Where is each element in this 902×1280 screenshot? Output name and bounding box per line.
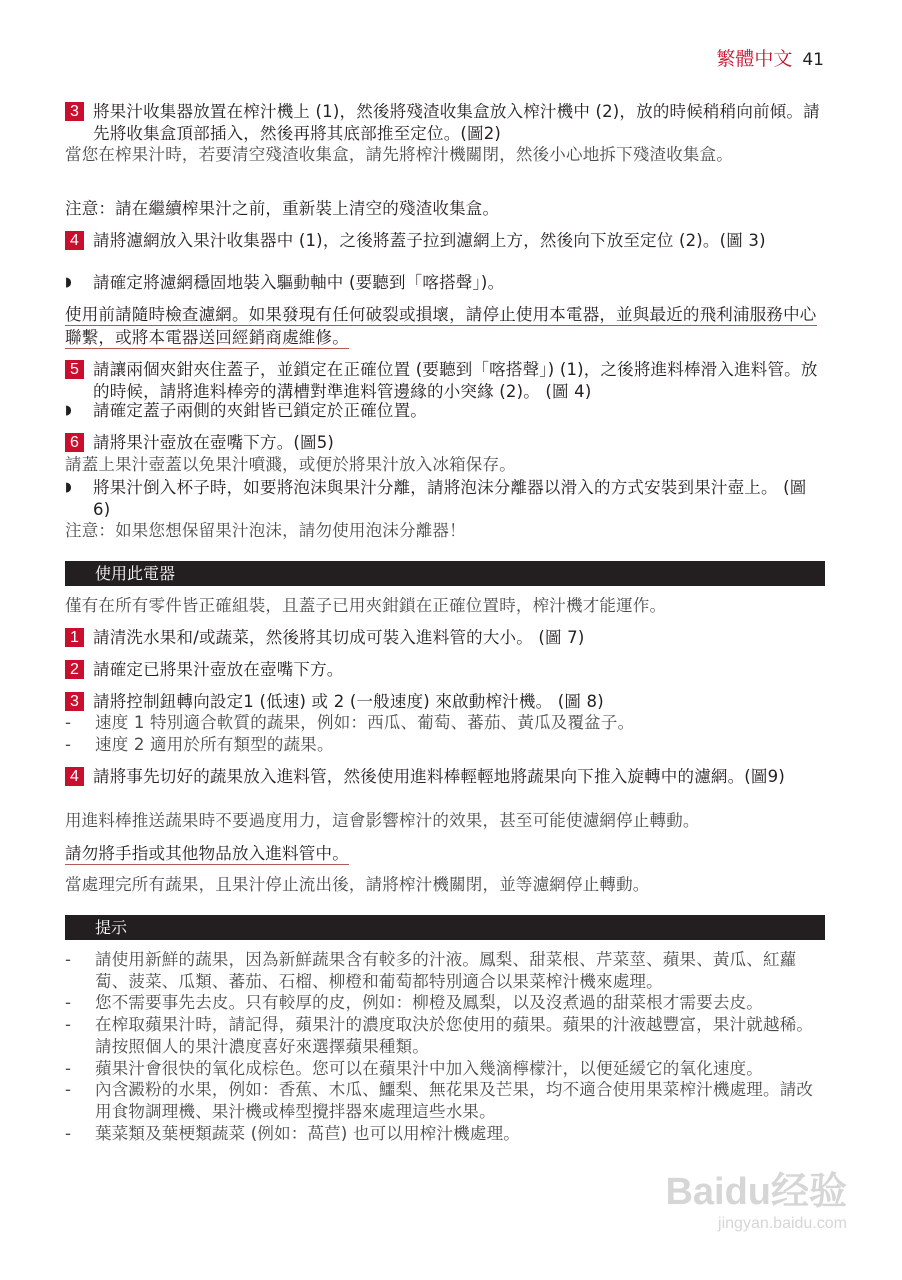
section-title: 提示	[95, 918, 128, 937]
note: 注意：如果您想保留果汁泡沫，請勿使用泡沫分離器！	[65, 521, 466, 540]
step-text: 請確定已將果汁壺放在壺嘴下方。	[93, 660, 344, 679]
step-number: 4	[65, 767, 84, 786]
list-text: 速度 2 適用於所有類型的蔬果。	[95, 734, 334, 754]
usage-step-1	[65, 627, 825, 649]
assembly-step-6	[65, 432, 825, 454]
watermark-brand: Baidu经验	[665, 1171, 847, 1213]
assembly-step-5	[65, 359, 825, 402]
usage-step-4	[65, 766, 825, 788]
list-text: 速度 1 特別適合軟質的蔬果，例如：西瓜、葡萄、蕃茄、黃瓜及覆盆子。	[95, 713, 635, 732]
list-item: - 內含澱粉的水果，例如：香蕉、木瓜、鱷梨、無花果及芒果，均不適合使用果菜榨汁機處理。請改用食物調理機、果汁機或棒型攪拌器來處理這些水果。	[65, 1079, 825, 1122]
watermark-url: jingyan.baidu.com	[718, 1215, 847, 1232]
step-text: 請將控制鈕轉向設定1 (低速) 或 2 (一般速度) 來啟動榨汁機。 (圖 8)	[93, 692, 604, 711]
step-text: 請將濾網放入果汁收集器中 (1)，之後將蓋子拉到濾網上方，然後向下放至定位 (2)。(圖 3)	[93, 231, 766, 250]
paragraph: 當您在榨果汁時，若要清空殘渣收集盒，請先將榨汁機關閉，然後小心地拆下殘渣收集盒。	[65, 145, 733, 164]
page-number: 41	[802, 50, 824, 70]
step-number: 5	[65, 360, 84, 379]
paragraph: 僅有在所有零件皆正確組裝，且蓋子已用夾鉗鎖在正確位置時，榨汁機才能運作。	[65, 596, 667, 615]
list-text: 在榨取蘋果汁時，請記得，蘋果汁的濃度取決於您使用的蘋果。蘋果的汁液越豐富，果汁就越稀。請按照個人的果汁濃度喜好來選擇蘋果種類。	[95, 1015, 814, 1056]
bullet-text: 將果汁倒入杯子時，如要將泡沫與果汁分離，請將泡沫分離器以滑入的方式安裝到果汁壺上。 (圖 6)	[93, 478, 807, 519]
list-item: - 請使用新鮮的蔬果，因為新鮮蔬果含有較多的汁液。鳳梨、甜菜根、芹菜莖、蘋果、黃瓜、紅蘿蔔、菠菜、瓜類、蕃茄、石榴、柳橙和葡萄都特別適合以果菜榨汁機來處理。	[65, 949, 825, 992]
list-text: 葉菜類及葉梗類蔬菜 (例如：萵苣) 也可以用榨汁機處理。	[95, 1123, 520, 1143]
assembly-step-3	[65, 101, 825, 144]
watermark	[665, 1160, 847, 1233]
paragraph: 用進料棒推送蔬果時不要過度用力，這會影響榨汁的效果，甚至可能使濾網停止轉動。	[65, 811, 700, 830]
bullet-icon: ◗	[65, 403, 73, 418]
speed-list	[65, 712, 825, 755]
bullet-item	[65, 272, 825, 294]
list-text: 請使用新鮮的蔬果，因為新鮮蔬果含有較多的汁液。鳳梨、甜菜根、芹菜莖、蘋果、黃瓜、紅蘿蔔、菠菜、瓜類、蕃茄、石榴、柳橙和葡萄都特別適合以果菜榨汁機來處理。	[95, 950, 797, 991]
step-number: 1	[65, 628, 84, 647]
section-title: 使用此電器	[95, 564, 176, 583]
page-header	[716, 44, 824, 71]
step-number: 3	[65, 692, 84, 711]
bullet-text: 請確定蓋子兩側的夾鉗皆已鎖定於正確位置。	[93, 401, 427, 420]
list-item: - 您不需要事先去皮。只有較厚的皮，例如：柳橙及鳳梨，以及沒煮過的甜菜根才需要去皮。	[65, 993, 763, 1013]
warning-text: 請勿將手指或其他物品放入進料管中。	[65, 844, 349, 863]
step-text: 請將果汁壺放在壺嘴下方。(圖5)	[93, 433, 335, 452]
step-text: 請讓兩個夾鉗夾住蓋子，並鎖定在正確位置 (要聽到「喀搭聲」) (1)，之後將進料棒滑入進料管。放的時候，請將進料棒旁的溝槽對準進料管邊緣的小突緣 (2)。 (圖 4)	[93, 360, 818, 401]
section-header-usage	[65, 561, 825, 586]
assembly-step-4	[65, 230, 825, 252]
step-text: 請清洗水果和/或蔬菜，然後將其切成可裝入進料管的大小。 (圖 7)	[93, 628, 585, 647]
bullet-icon: ◗	[65, 275, 73, 290]
step-text: 將果汁收集器放置在榨汁機上 (1)，然後將殘渣收集盒放入榨汁機中 (2)，放的時候稍稍向前傾。請先將收集盒頂部插入，然後再將其底部推至定位。(圖2)	[93, 102, 820, 143]
tips-list	[65, 949, 825, 1144]
bullet-icon: ◗	[65, 480, 73, 495]
list-text: 蘋果汁會很快的氧化成棕色。您可以在蘋果汁中加入幾滴檸檬汁，以便延緩它的氧化速度。	[95, 1058, 763, 1078]
language-label: 繁體中文	[716, 48, 793, 70]
list-item: - 速度 2 適用於所有類型的蔬果。	[65, 734, 334, 754]
bullet-item	[65, 477, 825, 520]
paragraph: 請蓋上果汁壺蓋以免果汁噴濺，或便於將果汁放入冰箱保存。	[65, 455, 516, 474]
usage-step-2	[65, 659, 825, 681]
list-text: 內含澱粉的水果，例如：香蕉、木瓜、鱷梨、無花果及芒果，均不適合使用果菜榨汁機處理。請改用食物調理機、果汁機或棒型攪拌器來處理這些水果。	[95, 1080, 814, 1121]
step-number: 2	[65, 660, 84, 679]
list-text: 您不需要事先去皮。只有較厚的皮，例如：柳橙及鳳梨，以及沒煮過的甜菜根才需要去皮。	[95, 993, 763, 1013]
list-item: - 葉菜類及葉梗類蔬菜 (例如：萵苣) 也可以用榨汁機處理。	[65, 1123, 520, 1143]
step-number: 3	[65, 102, 84, 121]
warning	[65, 303, 825, 349]
warning	[65, 842, 825, 865]
paragraph: 當處理完所有蔬果，且果汁停止流出後，請將榨汁機關閉，並等濾網停止轉動。	[65, 875, 650, 894]
bullet-item	[65, 400, 825, 422]
section-header-tips	[65, 915, 825, 940]
list-item: - 蘋果汁會很快的氧化成棕色。您可以在蘋果汁中加入幾滴檸檬汁，以便延緩它的氧化速度。	[65, 1058, 763, 1078]
list-item: - 在榨取蘋果汁時，請記得，蘋果汁的濃度取決於您使用的蘋果。蘋果的汁液越豐富，果汁就越稀。請按照個人的果汁濃度喜好來選擇蘋果種類。	[65, 1014, 825, 1057]
warning-text: 使用前請隨時檢查濾網。如果發現有任何破裂或損壞，請停止使用本電器，並與最近的飛利浦服務中心聯繫，或將本電器送回經銷商處維修。	[65, 305, 817, 347]
step-number: 6	[65, 433, 84, 452]
note: 注意：請在繼續榨果汁之前，重新裝上清空的殘渣收集盒。	[65, 199, 500, 218]
list-item: - 速度 1 特別適合軟質的蔬果，例如：西瓜、葡萄、蕃茄、黃瓜及覆盆子。	[65, 713, 635, 732]
step-text: 請將事先切好的蔬果放入進料管，然後使用進料棒輕輕地將蔬果向下推入旋轉中的濾網。(圖9)	[93, 767, 785, 786]
usage-step-3	[65, 691, 825, 713]
step-number: 4	[65, 231, 84, 250]
bullet-text: 請確定將濾網穩固地裝入驅動軸中 (要聽到「喀搭聲」)。	[93, 273, 505, 292]
